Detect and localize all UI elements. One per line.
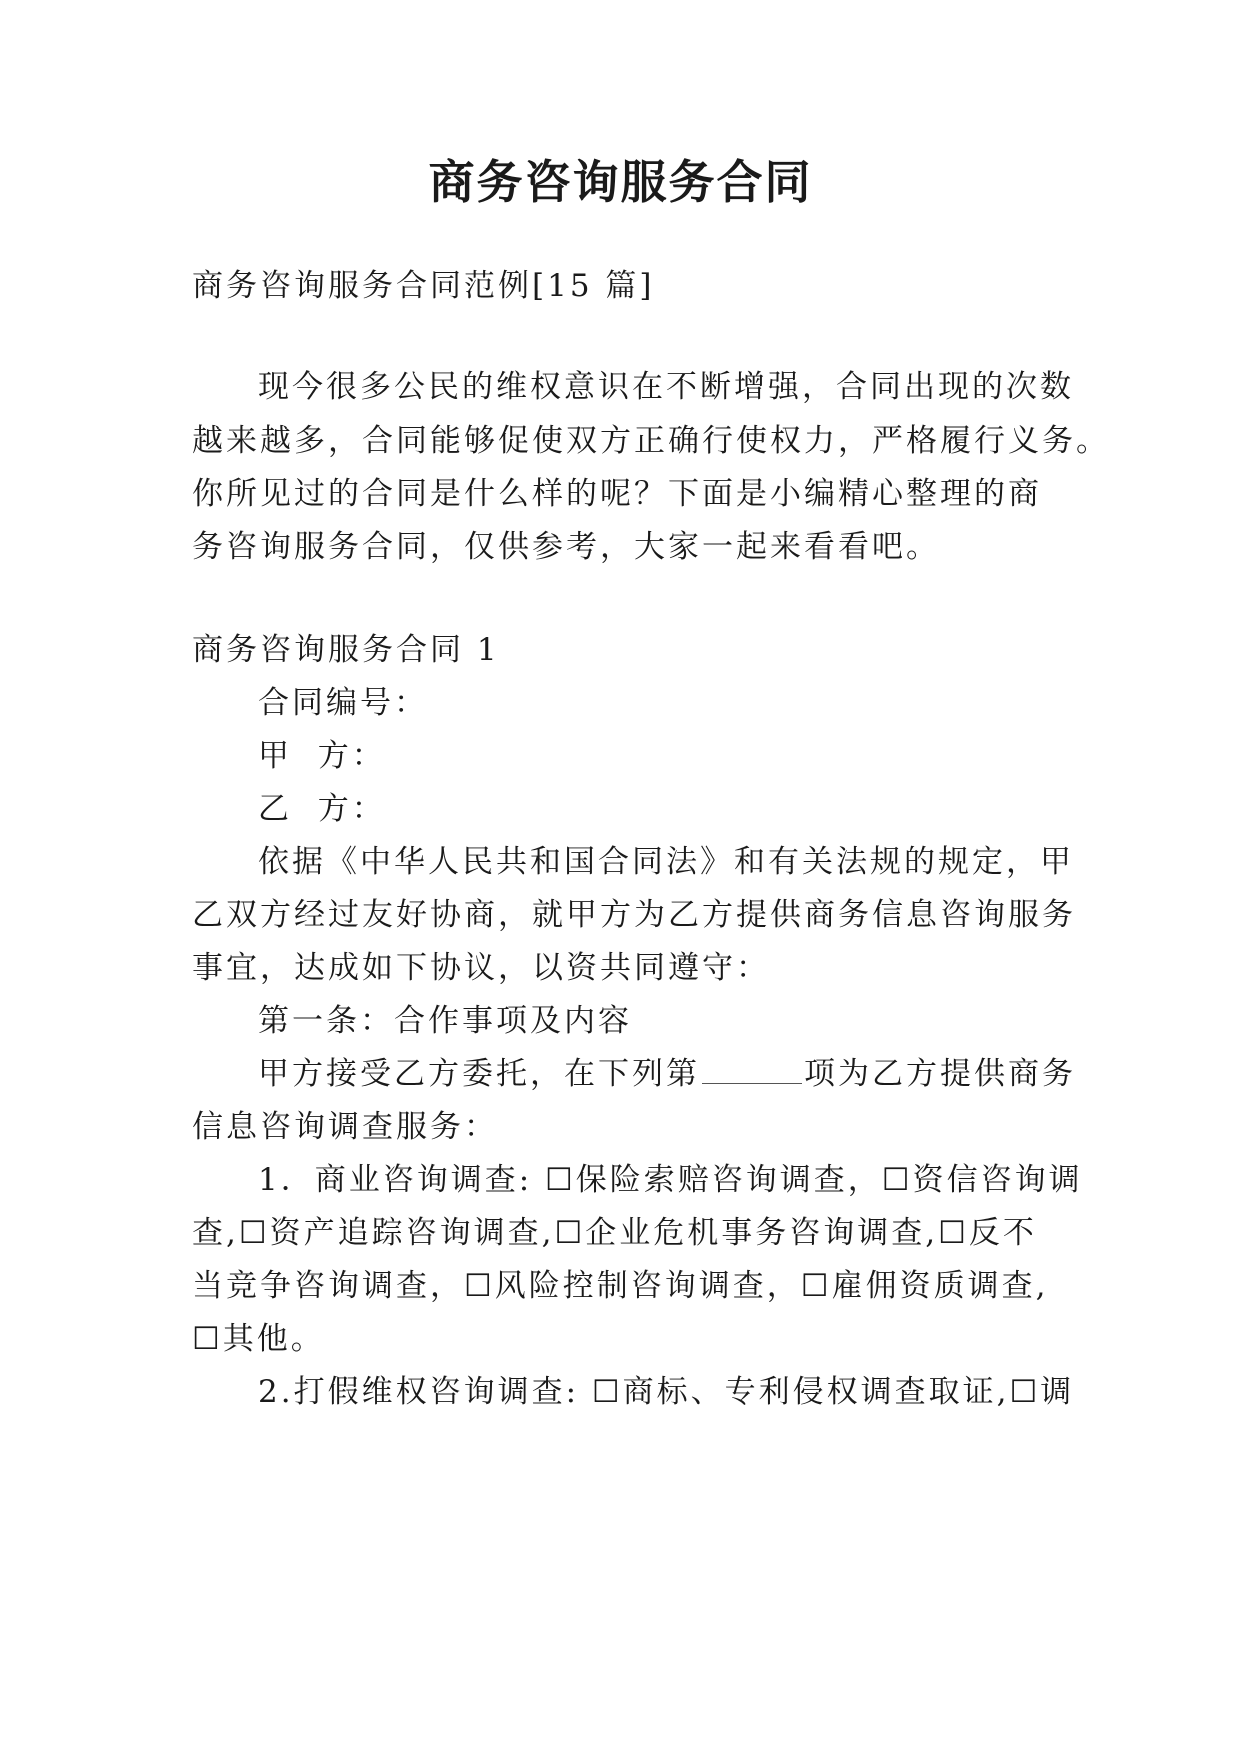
item1-line-3: 当竞争咨询调查，☐风险控制咨询调查，☐雇佣资质调查, <box>192 1268 1049 1304</box>
item1-line-4: ☐其他。 <box>192 1321 325 1357</box>
basis-line-3: 事宜，达成如下协议，以资共同遵守： <box>192 950 770 986</box>
article1-heading: 第一条：合作事项及内容 <box>258 1003 632 1039</box>
party-a-field: 甲 方： <box>258 738 386 774</box>
item1-line-2: 查,☐资产追踪咨询调查,☐企业危机事务咨询调查,☐反不 <box>192 1215 1037 1251</box>
document-subtitle: 商务咨询服务合同范例[15 篇] <box>192 268 655 304</box>
intro-line-1: 现今很多公民的维权意识在不断增强，合同出现的次数 <box>258 369 1074 405</box>
article1-text-b: 项为乙方提供商务 <box>804 1056 1076 1092</box>
basis-line-1: 依据《中华人民共和国合同法》和有关法规的规定，甲 <box>258 844 1074 880</box>
document-title: 商务咨询服务合同 <box>428 155 813 209</box>
item2-line-1: 2.打假维权咨询调查: ☐商标、专利侵权调查取证,☐调 <box>258 1374 1075 1410</box>
article1-line-2: 信息咨询调查服务： <box>192 1109 498 1145</box>
article1-line-1 <box>258 1054 1078 1094</box>
intro-line-3: 你所见过的合同是什么样的呢？下面是小编精心整理的商 <box>192 476 1042 512</box>
contract-number-field: 合同编号： <box>258 685 428 721</box>
intro-line-2: 越来越多，合同能够促使双方正确行使权力，严格履行义务。 <box>192 423 1110 459</box>
article1-text-a: 甲方接受乙方委托，在下列第 <box>258 1056 700 1092</box>
intro-line-4: 务咨询服务合同，仅供参考，大家一起来看看吧。 <box>192 529 940 565</box>
section-heading: 商务咨询服务合同 1 <box>192 632 500 668</box>
party-b-field: 乙 方： <box>258 791 386 827</box>
basis-line-2: 乙双方经过友好协商，就甲方为乙方提供商务信息咨询服务 <box>192 897 1076 933</box>
item1-line-1: 1．商业咨询调查: ☐保险索赔咨询调查，☐资信咨询调 <box>258 1162 1083 1198</box>
item-number-blank <box>702 1055 802 1084</box>
